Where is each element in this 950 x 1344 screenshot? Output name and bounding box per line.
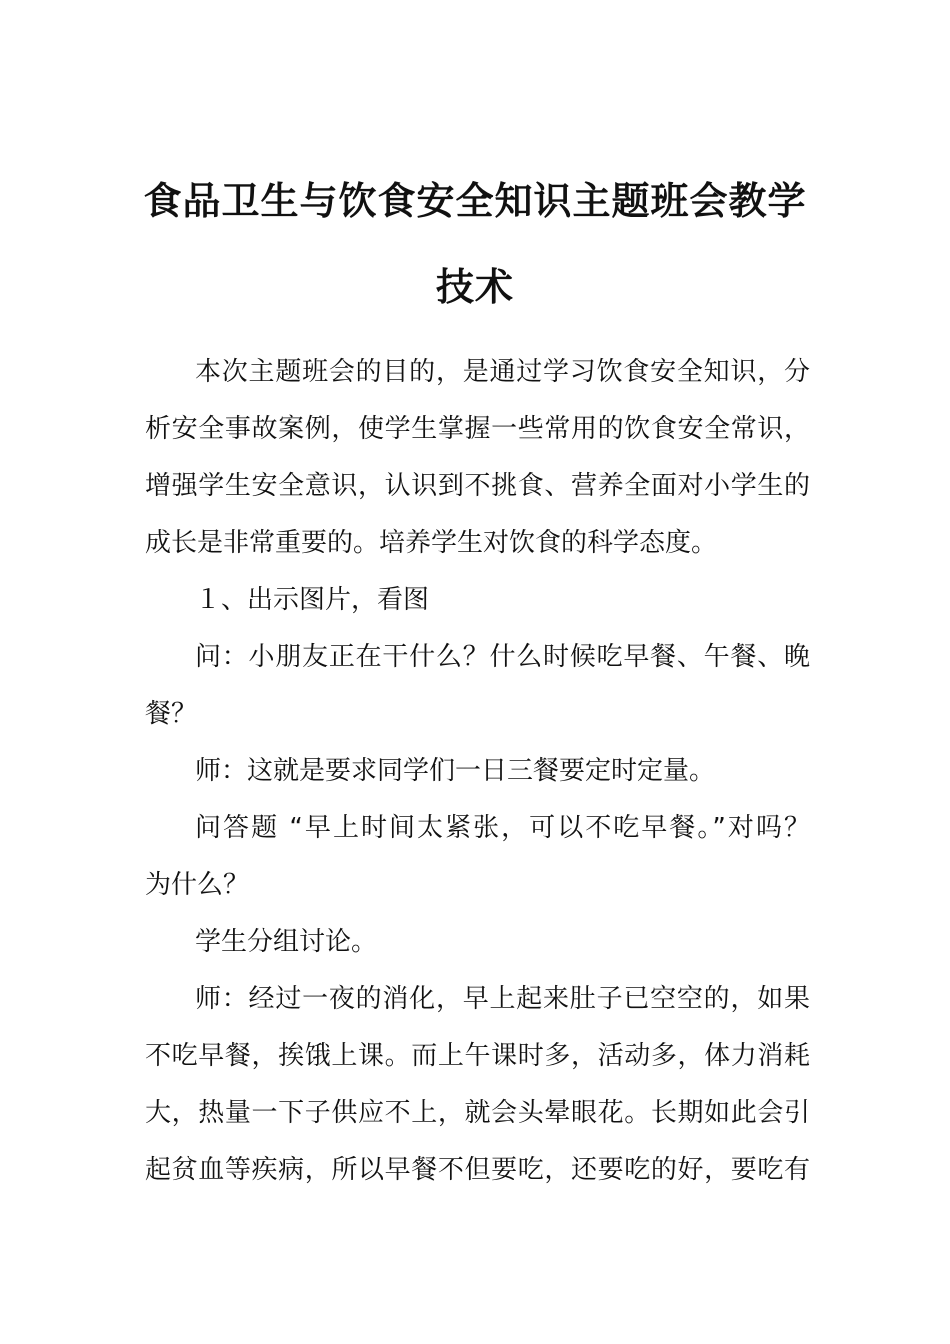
document-title-line-2: 技术	[435, 265, 514, 309]
paragraph-line: 大，热量一下子供应不上，就会头晕眼花。长期如此会引	[145, 1098, 810, 1128]
paragraph-line: 问：小朋友正在干什么？什么时候吃早餐、午餐、晚	[195, 642, 810, 672]
paragraph-line: 增强学生安全意识，认识到不挑食、营养全面对小学生的	[145, 471, 810, 501]
paragraph-line: 师：这就是要求同学们一日三餐要定时定量。	[195, 756, 716, 786]
document-title-line-1: 食品卫生与饮食安全知识主题班会教学	[143, 179, 807, 223]
paragraph-line: 师：经过一夜的消化，早上起来肚子已空空的，如果	[195, 984, 810, 1014]
paragraph-line: 本次主题班会的目的，是通过学习饮食安全知识，分	[195, 357, 810, 387]
paragraph-line: 成长是非常重要的。培养学生对饮食的科学态度。	[145, 528, 718, 558]
paragraph-line: 起贫血等疾病，所以早餐不但要吃，还要吃的好，要吃有	[145, 1155, 810, 1185]
paragraph-line: 学生分组讨论。	[195, 927, 378, 957]
paragraph-line: 不吃早餐，挨饿上课。而上午课时多，活动多，体力消耗	[145, 1041, 810, 1071]
paragraph-line: 为什么？	[145, 870, 250, 900]
paragraph-line: 析安全事故案例，使学生掌握一些常用的饮食安全常识，	[145, 414, 810, 444]
paragraph-line: 餐？	[145, 699, 198, 729]
paragraph-line: 问答题 “早上时间太紧张，可以不吃早餐。”对吗？	[195, 813, 810, 843]
paragraph-line: １、出示图片，看图	[195, 585, 430, 615]
